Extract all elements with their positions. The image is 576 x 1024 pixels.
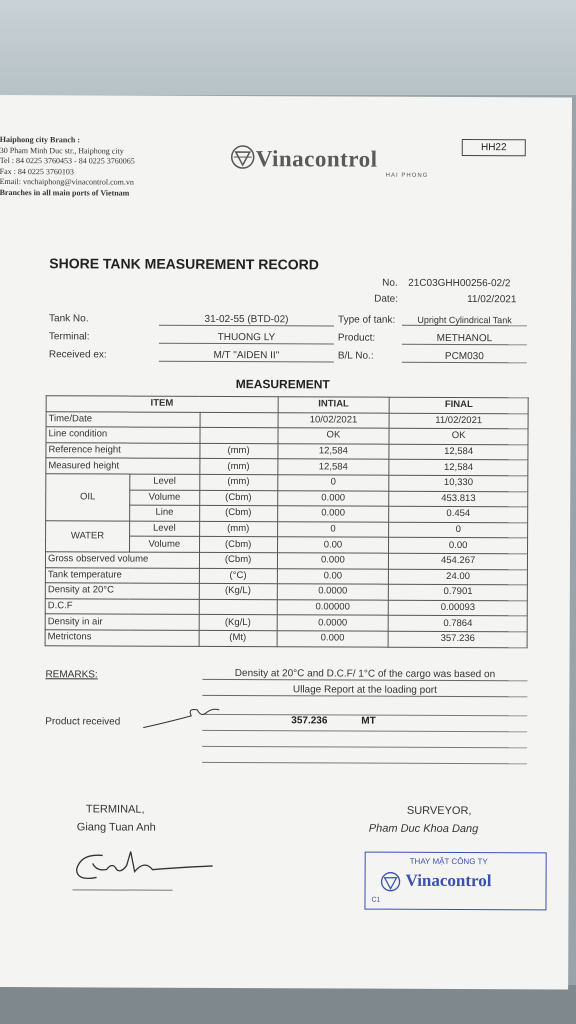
- row-item: Metrictons: [45, 630, 199, 646]
- remarks-line-1: Density at 20°C and D.C.F/ 1°C of the cargo was based on: [202, 668, 527, 681]
- table-row: [46, 474, 528, 492]
- row-final: 12,584: [389, 444, 528, 460]
- row-unit: (mm): [200, 459, 278, 475]
- branch-name: Haiphong city Branch :: [0, 134, 81, 145]
- row-final: 0.00: [389, 538, 528, 554]
- document-title: SHORE TANK MEASUREMENT RECORD: [49, 255, 319, 273]
- stamp-code: C1: [371, 896, 381, 904]
- row-item: Time/Date: [46, 411, 200, 427]
- product-received-label: Product received: [45, 716, 121, 728]
- row-initial: 12,584: [277, 443, 389, 459]
- row-initial: 0.000: [277, 506, 389, 522]
- record-no-value: 21C03GHH00256-02/2: [408, 277, 511, 290]
- row-group-oil: OIL: [46, 474, 130, 521]
- row-initial: 0: [277, 521, 389, 537]
- row-item: Volume: [129, 536, 199, 552]
- received-ex-value: M/T "AIDEN II": [159, 350, 334, 363]
- received-ex-label: Received ex:: [48, 349, 107, 361]
- document-page: [0, 95, 572, 989]
- vinacontrol-logo: Vinacontrol: [255, 146, 378, 172]
- branch-fax: Fax : 84 0225 3760103: [0, 166, 74, 176]
- branch-tel: Tel : 84 0225 3760453 - 84 0225 3760065: [0, 155, 135, 166]
- branch-address: 30 Pham Minh Duc str., Haiphong city: [0, 145, 124, 156]
- row-unit: (Cbm): [199, 506, 277, 522]
- terminal-signature: [63, 841, 233, 892]
- tank-type-label: Type of tank:: [337, 314, 396, 326]
- row-unit: (Kg/L): [199, 583, 277, 599]
- tank-no-value: 31-02-55 (BTD-02): [159, 314, 334, 327]
- row-initial: 0.000: [277, 553, 389, 569]
- branch-ports: Branches in all main ports of Vietnam: [0, 187, 130, 198]
- stamp-logo: Vinacontrol: [405, 870, 492, 891]
- header-final: FINAL: [389, 397, 528, 413]
- row-initial: 0.0000: [277, 584, 389, 600]
- table-row: [46, 458, 528, 476]
- measurement-heading: MEASUREMENT: [235, 377, 330, 392]
- row-unit: (mm): [199, 521, 277, 537]
- surveyor-signature-title: SURVEYOR,: [406, 804, 472, 818]
- blank-line-3: [202, 762, 527, 764]
- bl-no-label: B/L No.:: [337, 350, 374, 362]
- row-initial: 0.000: [277, 631, 389, 647]
- branch-email: Email: vnchaiphong@vinacontrol.com.vn: [0, 176, 134, 187]
- product-received-unit: MT: [361, 715, 376, 727]
- row-unit: (Kg/L): [199, 615, 277, 631]
- row-item: Line condition: [46, 427, 200, 443]
- row-initial: 12,584: [277, 459, 389, 475]
- date-label: Date:: [374, 293, 399, 305]
- row-group-water: WATER: [46, 520, 130, 552]
- row-unit: (Mt): [199, 630, 277, 646]
- row-unit: (mm): [200, 443, 278, 459]
- measurement-table: [45, 395, 529, 648]
- row-unit: [200, 428, 278, 444]
- header-initial: INTIAL: [278, 397, 390, 413]
- header-item: ITEM: [46, 396, 278, 413]
- terminal-label: Terminal:: [48, 331, 90, 343]
- row-final: 24.00: [389, 569, 528, 585]
- remarks-line-2: Ullage Report at the loading port: [202, 684, 527, 697]
- row-unit: (Cbm): [199, 537, 277, 553]
- table-row: [46, 442, 528, 460]
- table-row: [45, 567, 527, 585]
- table-row: [46, 520, 528, 538]
- desk-background-bottom: [0, 985, 576, 1024]
- product-received-value: 357.236: [291, 715, 328, 727]
- date-value: 11/02/2021: [467, 294, 517, 306]
- row-unit: [200, 412, 278, 428]
- row-initial: 10/02/2021: [278, 412, 390, 428]
- row-initial: 0: [277, 475, 389, 491]
- product-received-line: [202, 730, 527, 732]
- row-item: Tank temperature: [45, 567, 199, 583]
- row-initial: 0.00: [277, 537, 389, 553]
- surveyor-signature-name: Pham Duc Khoa Dang: [368, 822, 479, 836]
- row-item: Measured height: [46, 458, 200, 474]
- row-item: D.C.F: [45, 598, 199, 614]
- row-final: 453.813: [389, 491, 528, 507]
- terminal-value: THUONG LY: [159, 332, 334, 345]
- row-item: Line: [129, 505, 199, 521]
- row-final: 0.454: [389, 506, 528, 522]
- remarks-label: REMARKS:: [45, 669, 98, 681]
- row-unit: (°C): [199, 568, 277, 584]
- row-initial: 0.0000: [277, 615, 389, 631]
- row-initial: 0.00: [277, 568, 389, 584]
- row-final: 12,584: [389, 460, 528, 476]
- tank-type-value: Upright Cylindrical Tank: [402, 315, 527, 327]
- company-stamp: [364, 852, 546, 911]
- logo-subtitle: HAI PHONG: [385, 172, 429, 179]
- branch-address-block: [0, 135, 135, 199]
- row-unit: (Cbm): [199, 490, 277, 506]
- row-initial: 0.00000: [277, 599, 389, 615]
- row-final: 10,330: [389, 475, 528, 491]
- row-initial: OK: [278, 428, 390, 444]
- record-no-label: No.: [382, 277, 398, 289]
- row-final: 454.267: [389, 553, 528, 569]
- row-final: 0.00093: [389, 600, 528, 616]
- row-final: 357.236: [388, 631, 527, 647]
- row-unit: [199, 599, 277, 615]
- stamp-text: THAY MẶT CÔNG TY: [409, 856, 488, 867]
- bl-no-value: PCM030: [402, 351, 527, 364]
- table-row: [45, 630, 527, 648]
- row-item: Level: [129, 521, 199, 537]
- blank-line-2: [202, 746, 527, 748]
- terminal-signature-name: Giang Tuan Anh: [76, 821, 156, 834]
- product-received-signature: [139, 702, 229, 732]
- row-final: OK: [389, 428, 528, 444]
- row-final: 0: [389, 522, 528, 538]
- row-final: 0.7864: [388, 616, 527, 632]
- table-row: [45, 552, 527, 570]
- row-item: Reference height: [46, 442, 200, 458]
- product-value: METHANOL: [402, 333, 527, 346]
- terminal-signature-title: TERMINAL,: [85, 803, 145, 816]
- desk-background: [0, 0, 576, 95]
- tank-no-label: Tank No.: [49, 313, 89, 325]
- row-final: 0.7901: [389, 584, 528, 600]
- row-item: Level: [130, 474, 200, 490]
- row-unit: (mm): [199, 474, 277, 490]
- product-label: Product:: [337, 332, 376, 344]
- row-item: Density at 20°C: [45, 583, 199, 599]
- row-item: Volume: [130, 490, 200, 506]
- form-code-box: HH22: [462, 139, 526, 156]
- row-item: Density in air: [45, 614, 199, 630]
- vinacontrol-emblem-icon: [230, 144, 256, 170]
- row-unit: (Cbm): [199, 552, 277, 568]
- row-item: Gross observed volume: [45, 552, 199, 568]
- row-final: 11/02/2021: [389, 413, 528, 429]
- row-initial: 0.000: [277, 490, 389, 506]
- stamp-emblem-icon: [380, 871, 402, 893]
